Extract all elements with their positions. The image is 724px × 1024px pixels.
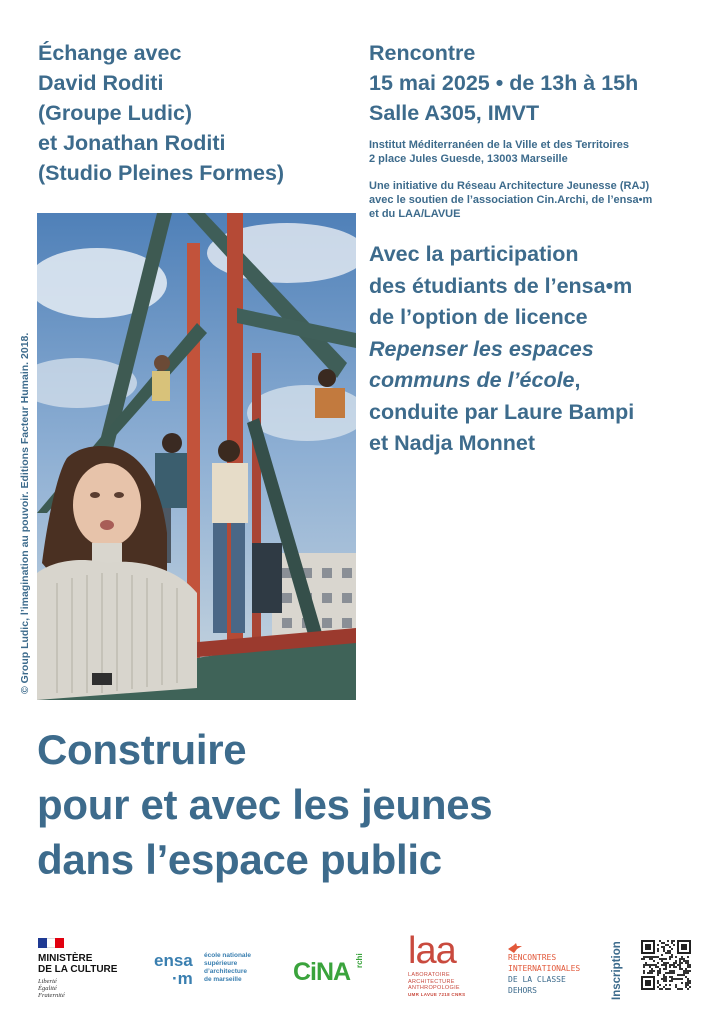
initiative-line: et du LAA/LAVUE (369, 208, 461, 220)
ensam-desc: supérieure (204, 960, 238, 967)
ensam-desc: d’architecture (204, 968, 247, 975)
cinarchi-word: CiNA (293, 958, 351, 986)
speakers-line: Échange avec (38, 41, 182, 65)
speakers-heading (38, 38, 358, 188)
comma: , (574, 368, 581, 392)
cinarchi-logo[interactable] (293, 950, 373, 1000)
ministere-line: MINISTÈRE (38, 953, 93, 964)
ensam-word: ·m (172, 969, 193, 988)
address-line: Institut Méditerranéen de la Ville et des Territoires (369, 139, 630, 151)
laa-line: UMR LAVUE 7218 CNRS (408, 991, 466, 997)
rencontres-logo[interactable] (508, 940, 608, 1004)
event-date: 15 mai 2025 • de 13h à 15h (369, 71, 639, 95)
participation-line: Avec la participation (369, 242, 579, 266)
ensam-desc: de marseille (204, 976, 242, 983)
event-heading (369, 38, 709, 128)
laa-line: ANTHROPOLOGIE (408, 985, 460, 991)
rencontres-line: DE LA CLASSE (508, 975, 566, 984)
initiative-text (369, 179, 652, 221)
title-line: dans l’espace public (37, 836, 442, 883)
title-line: pour et avec les jeunes (37, 781, 493, 828)
participation-line: et Nadja Monnet (369, 431, 536, 455)
initiative-line: avec le soutien de l’association Cin.Archi, de l’ensa•m (369, 194, 653, 206)
main-title (37, 722, 492, 887)
event-type: Rencontre (369, 41, 476, 65)
course-title-part: communs de l’école (369, 368, 575, 392)
inscription-label: Inscription (611, 941, 623, 1000)
event-room: Salle A305, IMVT (369, 101, 540, 125)
speakers-line: (Studio Pleines Formes) (38, 161, 285, 185)
rencontres-line: DEHORS (508, 986, 537, 995)
qr-code[interactable] (641, 940, 691, 990)
participation-line: de l’option de licence (369, 305, 588, 329)
laa-line: ARCHITECTURE (408, 978, 455, 985)
motto-line: Égalité (38, 985, 57, 992)
address-line: 2 place Jules Guesde, 13003 Marseille (369, 153, 568, 165)
participation-line: conduite par Laure Bampi (369, 399, 635, 424)
motto-line: Liberté (38, 978, 57, 985)
speakers-line: et Jonathan Roditi (38, 131, 226, 155)
laa-mark: laa (408, 930, 456, 972)
initiative-line: Une initiative du Réseau Architecture Jeunesse (RAJ) (369, 180, 650, 192)
ministere-line: DE LA CULTURE (38, 964, 118, 975)
rencontres-line: INTERNATIONALES (508, 964, 581, 973)
speakers-line: David Roditi (38, 71, 164, 95)
speakers-line: (Groupe Ludic) (38, 101, 193, 125)
laa-line: LABORATOIRE (408, 972, 450, 978)
venue-address (369, 138, 629, 166)
ensam-desc: école nationale (204, 952, 251, 959)
laa-logo[interactable] (408, 932, 488, 1008)
rencontres-line: RENCONTRES (508, 953, 557, 962)
ensam-logo[interactable] (154, 952, 274, 1002)
photo-credit: © Group Ludic, l’imagination au pouvoir. Editions Facteur Humain. 2018. (19, 332, 31, 694)
participation-line: des étudiants de l’ensa•m (369, 273, 633, 298)
ministere-culture-logo[interactable] (38, 938, 138, 1008)
bird-icon (508, 940, 522, 950)
flag-icon (38, 938, 64, 948)
course-title-line: Repenser les espaces (369, 336, 594, 361)
cinarchi-side: rchi (355, 953, 364, 968)
motto-line: Fraternité (38, 992, 65, 999)
ensam-word: ensa (154, 951, 193, 970)
participation-text (369, 239, 634, 460)
course-title-line (369, 365, 634, 397)
title-line: Construire (37, 726, 247, 773)
event-photo (37, 213, 356, 700)
